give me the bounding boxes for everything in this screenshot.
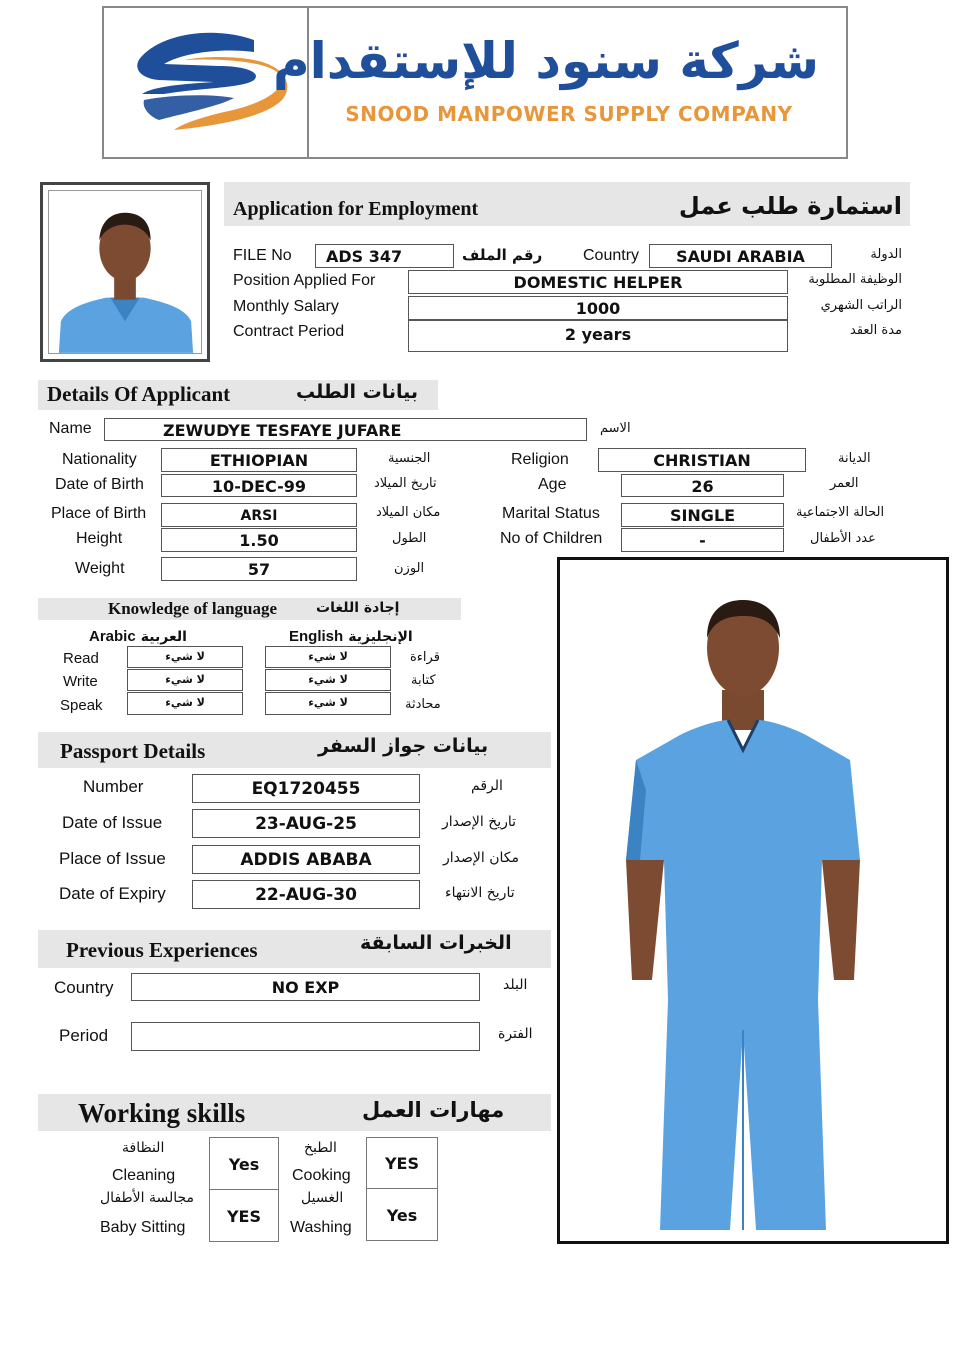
- salary-field: 1000: [408, 296, 788, 320]
- passport-number-label: Number: [83, 777, 144, 796]
- age-label-ar: العمر: [830, 476, 859, 491]
- full-body-image: [560, 560, 946, 1241]
- passport-title-en: Passport Details: [60, 739, 206, 763]
- babysitting-label: Baby Sitting: [100, 1219, 186, 1236]
- height-label-ar: الطول: [392, 531, 427, 546]
- file-no-label: FILE No: [233, 247, 292, 264]
- children-field: -: [621, 528, 784, 552]
- exp-country-label: Country: [54, 978, 114, 997]
- contract-label-ar: مدة العقد: [850, 323, 902, 338]
- pob-label-ar: مكان الميلاد: [376, 505, 441, 520]
- nationality-label: Nationality: [62, 451, 137, 468]
- read-label-ar: قراءة: [410, 650, 440, 665]
- nationality-label-ar: الجنسية: [388, 451, 431, 466]
- skills-title-ar: مهارات العمل: [362, 1098, 505, 1122]
- company-name-en: SNOOD MANPOWER SUPPLY COMPANY: [345, 102, 793, 126]
- washing-label-ar: الغسيل: [301, 1190, 344, 1206]
- height-label: Height: [76, 530, 123, 547]
- children-label-ar: عدد الأطفال: [810, 531, 876, 546]
- arabic-column-label: [89, 626, 187, 645]
- file-no-field: ADS 347: [315, 244, 454, 268]
- pob-label: Place of Birth: [51, 505, 147, 522]
- english-write-field: لا شيء: [265, 669, 391, 691]
- english-label: English: [289, 628, 344, 645]
- weight-label-ar: الوزن: [394, 561, 425, 576]
- weight-label: Weight: [75, 560, 125, 577]
- cooking-label-ar: الطبخ: [304, 1140, 337, 1156]
- religion-field: CHRISTIAN: [598, 448, 806, 472]
- country-field: SAUDI ARABIA: [649, 244, 832, 268]
- height-field: 1.50: [161, 528, 357, 552]
- age-field: 26: [621, 474, 784, 497]
- exp-period-label-ar: الفترة: [498, 1026, 533, 1042]
- issue-date-label: Date of Issue: [62, 813, 163, 832]
- weight-field: 57: [161, 557, 357, 581]
- applicant-photo-small: [40, 182, 210, 362]
- name-label-ar: الاسم: [600, 421, 631, 436]
- dob-label-ar: تاريخ الميلاد: [374, 476, 437, 491]
- english-speak-field: لا شيء: [265, 692, 391, 715]
- exp-country-label-ar: البلد: [503, 977, 528, 993]
- exp-country-field: NO EXP: [131, 973, 480, 1001]
- nationality-field: ETHIOPIAN: [161, 448, 357, 472]
- age-label: Age: [538, 476, 567, 493]
- issue-place-field: ADDIS ABABA: [192, 845, 420, 874]
- washing-label: Washing: [290, 1219, 352, 1236]
- portrait-image: [48, 190, 202, 354]
- english-label-ar: الإنجليزية: [348, 629, 413, 645]
- experience-title-ar: الخبرات السابقة: [360, 932, 512, 954]
- passport-number-field: EQ1720455: [192, 774, 420, 803]
- cooking-value: YES: [366, 1137, 438, 1189]
- name-label: Name: [49, 420, 92, 437]
- children-label: No of Children: [500, 530, 603, 547]
- position-label: Position Applied For: [233, 272, 376, 289]
- issue-date-field: 23-AUG-25: [192, 809, 420, 838]
- arabic-label-ar: العربية: [140, 629, 187, 645]
- arabic-label: Arabic: [89, 628, 136, 645]
- english-column-label: [289, 626, 413, 645]
- dob-label: Date of Birth: [55, 476, 144, 493]
- salary-label: Monthly Salary: [233, 298, 339, 315]
- religion-label-ar: الديانة: [838, 451, 871, 466]
- applicant-section-title-en: Details Of Applicant: [47, 382, 231, 406]
- arabic-write-field: لا شيء: [127, 669, 243, 691]
- contract-label: Contract Period: [233, 323, 345, 340]
- babysitting-value: YES: [209, 1189, 279, 1242]
- marital-label-ar: الحالة الاجتماعية: [796, 505, 885, 520]
- cooking-label: Cooking: [292, 1167, 351, 1184]
- expiry-field: 22-AUG-30: [192, 880, 420, 909]
- passport-title-ar: بيانات جواز السفر: [318, 735, 489, 757]
- marital-field: SINGLE: [621, 503, 784, 527]
- company-name-ar: شركة سنود للإستقدام: [272, 32, 819, 90]
- read-label: Read: [63, 650, 99, 667]
- salary-label-ar: الراتب الشهري: [820, 298, 902, 313]
- speak-label: Speak: [60, 697, 103, 714]
- application-title-ar: استمارة طلب عمل: [678, 192, 902, 220]
- contract-field: 2 years: [408, 320, 788, 352]
- cleaning-label: Cleaning: [112, 1167, 176, 1184]
- skills-title-en: Working skills: [78, 1098, 246, 1128]
- dob-field: 10-DEC-99: [161, 474, 357, 497]
- position-field: DOMESTIC HELPER: [408, 270, 788, 294]
- speak-label-ar: محادثة: [405, 697, 441, 712]
- expiry-label-ar: تاريخ الانتهاء: [445, 885, 515, 901]
- cleaning-label-ar: النظافة: [122, 1140, 165, 1156]
- issue-place-label: Place of Issue: [59, 849, 166, 868]
- exp-period-field: [131, 1022, 480, 1051]
- issue-place-label-ar: مكان الإصدار: [443, 850, 519, 866]
- language-title-en: Knowledge of language: [108, 599, 278, 618]
- language-title-ar: إجادة اللغات: [316, 600, 400, 616]
- country-label: Country: [583, 247, 640, 264]
- washing-value: Yes: [366, 1188, 438, 1241]
- religion-label: Religion: [511, 451, 569, 468]
- file-no-label-ar: رقم الملف: [462, 246, 543, 264]
- pob-field: ARSI: [161, 503, 357, 527]
- name-field: ZEWUDYE TESFAYE JUFARE: [104, 418, 587, 441]
- write-label-ar: كتابة: [411, 673, 436, 688]
- exp-period-label: Period: [59, 1026, 109, 1045]
- passport-number-label-ar: الرقم: [471, 778, 503, 794]
- arabic-read-field: لا شيء: [127, 646, 243, 668]
- issue-date-label-ar: تاريخ الإصدار: [442, 814, 517, 830]
- cleaning-value: Yes: [209, 1137, 279, 1190]
- country-label-ar: الدولة: [870, 247, 902, 262]
- position-label-ar: الوظيفة المطلوبة: [808, 272, 902, 287]
- company-header: [102, 6, 848, 159]
- expiry-label: Date of Expiry: [59, 884, 166, 903]
- arabic-speak-field: لا شيء: [127, 692, 243, 715]
- applicant-photo-full: [557, 557, 949, 1244]
- marital-label: Marital Status: [502, 505, 600, 522]
- experience-title-en: Previous Experiences: [66, 938, 258, 962]
- application-title-en: Application for Employment: [233, 198, 479, 220]
- babysitting-label-ar: مجالسة الأطفال: [100, 1190, 195, 1206]
- english-read-field: لا شيء: [265, 646, 391, 668]
- applicant-section-title-ar: بيانات الطلب: [296, 381, 419, 403]
- write-label: Write: [63, 673, 98, 690]
